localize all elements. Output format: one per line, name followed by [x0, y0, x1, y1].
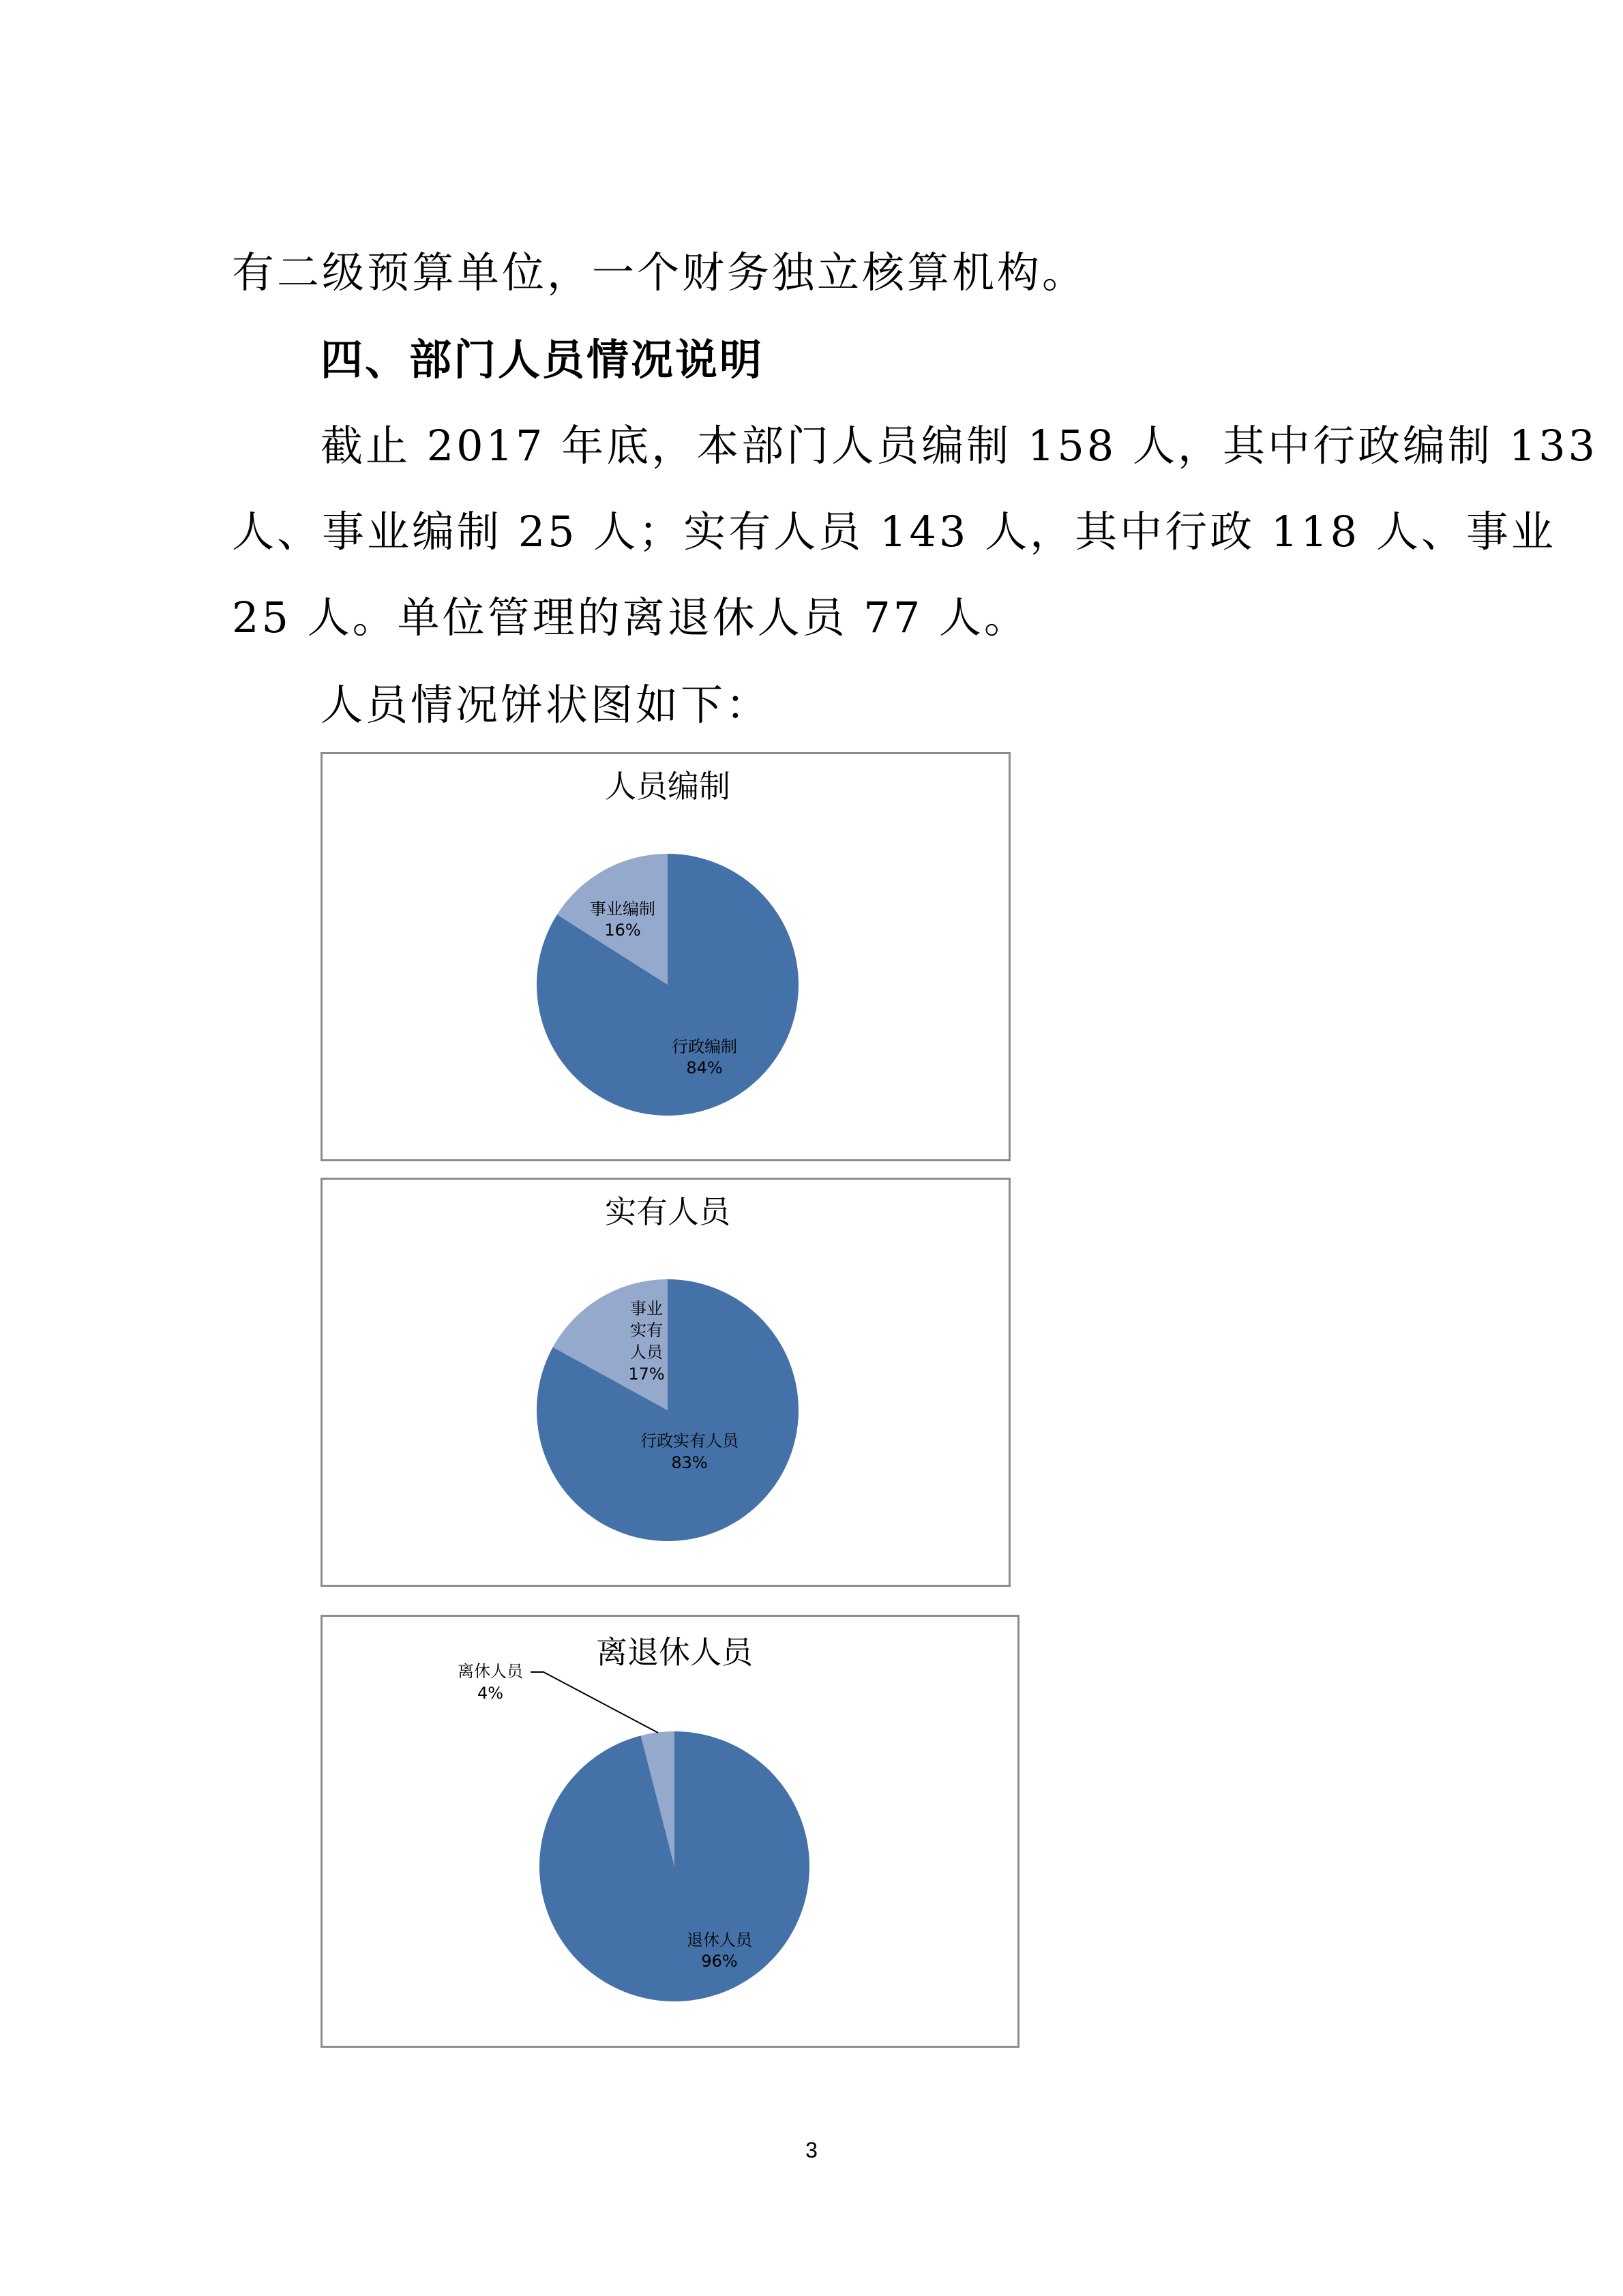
slice-value-minor: 17%: [628, 1365, 665, 1384]
slice-value-major: 96%: [701, 1952, 738, 1971]
slice-label-major: 退休人员: [687, 1930, 752, 1950]
pie-chart-svg: [323, 1180, 1009, 1585]
slice-value-major: 84%: [686, 1058, 723, 1077]
page-number: 3: [805, 2138, 818, 2162]
slice-label-major: 行政编制: [672, 1037, 737, 1056]
paragraph-line: 有二级预算单位，一个财务独立核算机构。: [232, 248, 1088, 297]
leader-line: [531, 1672, 658, 1733]
slice-value-minor: 4%: [477, 1684, 504, 1703]
paragraph-line: 人员情况饼状图如下：: [321, 680, 771, 730]
slice-label-minor-line3: 人员: [630, 1343, 663, 1362]
retired-staff-chart: [321, 1615, 1019, 2048]
slice-label-minor-line1: 事业: [630, 1299, 663, 1318]
slice-value-minor: 16%: [604, 921, 641, 940]
chart-title: 人员编制: [605, 768, 730, 805]
paragraph-line: 人、事业编制 25 人；实有人员 143 人，其中行政 118 人、事业: [232, 507, 1556, 556]
slice-label-minor: 离休人员: [458, 1662, 523, 1681]
slice-value-major: 83%: [671, 1453, 708, 1472]
slice-label-minor-line2: 实有: [630, 1321, 663, 1340]
slice-label-major: 行政实有人员: [640, 1431, 739, 1450]
paragraph-line: 截止 2017 年底，本部门人员编制 158 人，其中行政编制 133: [321, 421, 1598, 471]
staffing-quota-chart: [321, 752, 1011, 1161]
section-heading: 四、部门人员情况说明: [321, 335, 764, 385]
paragraph-line: 25 人。单位管理的离退休人员 77 人。: [232, 593, 1029, 642]
pie-chart-svg: [323, 1617, 1017, 2046]
chart-title: 离退休人员: [596, 1634, 753, 1671]
actual-staff-chart: [321, 1178, 1011, 1587]
slice-label-minor: 事业编制: [590, 899, 655, 919]
chart-title: 实有人员: [605, 1193, 730, 1230]
pie-chart-svg: [323, 754, 1009, 1159]
